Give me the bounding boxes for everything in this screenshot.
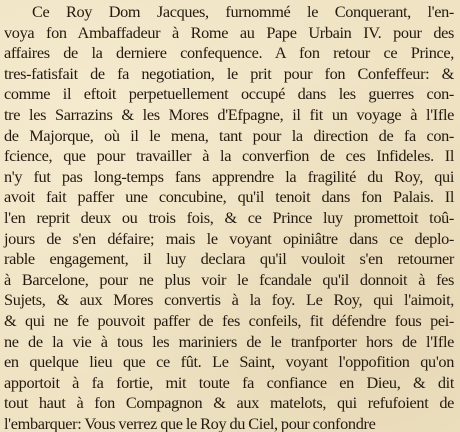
text-line: tre les Sarrazins & les Mores d'Efpagne, il fit un voyage à l'Ifle (4, 104, 454, 124)
text-line: voya fon Ambaffadeur à Rome au Pape Urbain IV. pour des (4, 22, 454, 42)
text-line: Ce Roy Dom Jacques, furnommé le Conquerant, l'en- (32, 2, 454, 21)
text-line: apportoit à fa fortie, mit toute fa confiance en Dieu, & dit (4, 372, 454, 392)
text-line: l'en reprit deux ou trois fois, & ce Prince luy promettoit toû- (4, 207, 454, 227)
text-line: à Barcelone, pour ne plus voir le fcandale qu'il donnoit à fes (4, 269, 454, 289)
text-line: tres-fatisfait de fa negotiation, le prit pour fon Confeffeur: & (4, 63, 454, 83)
text-line: jours de s'en défaire; mais le voyant opiniâtre dans ce deplo- (4, 228, 454, 248)
text-line: affaires de la derniere confequence. A fon retour ce Prince, (4, 43, 454, 63)
text-line: & qui ne fe pouvoit paffer de fes confeils, fit défendre fous pei- (4, 310, 454, 330)
text-line: n'y fut pas long-temps fans apprendre la fragilité du Roy, qui (4, 166, 454, 186)
text-line: avoit fait paffer une concubine, qu'il tenoit dans fon Palais. Il (4, 187, 454, 207)
text-line: tout haut à fon Compagnon & aux matelots, qui refufoient de (4, 393, 454, 413)
text-line: Sujets, & aux Mores convertis à la foy. Le Roy, qui l'aimoit, (4, 290, 454, 310)
text-line: l'embarquer: Vous verrez que le Roy du Ciel, pour confondre (4, 413, 376, 432)
text-line: en quelque lieu que ce fût. Le Saint, voyant l'oppofition qu'on (4, 352, 454, 372)
text-line: comme il eftoit perpetuellement occupé dans les guerres con- (4, 84, 454, 104)
text-line: fcience, que pour travailler à la converfion de ces Infideles. Il (4, 146, 454, 166)
text-line: rable engagement, il luy declara qu'il vouloit s'en retourner (4, 249, 454, 269)
text-line: ne de la vie à tous les mariniers de le tranfporter hors de l'Ifle (4, 331, 454, 351)
text-line: de Majorque, où il le mena, tant pour la direction de fa con- (4, 125, 454, 145)
